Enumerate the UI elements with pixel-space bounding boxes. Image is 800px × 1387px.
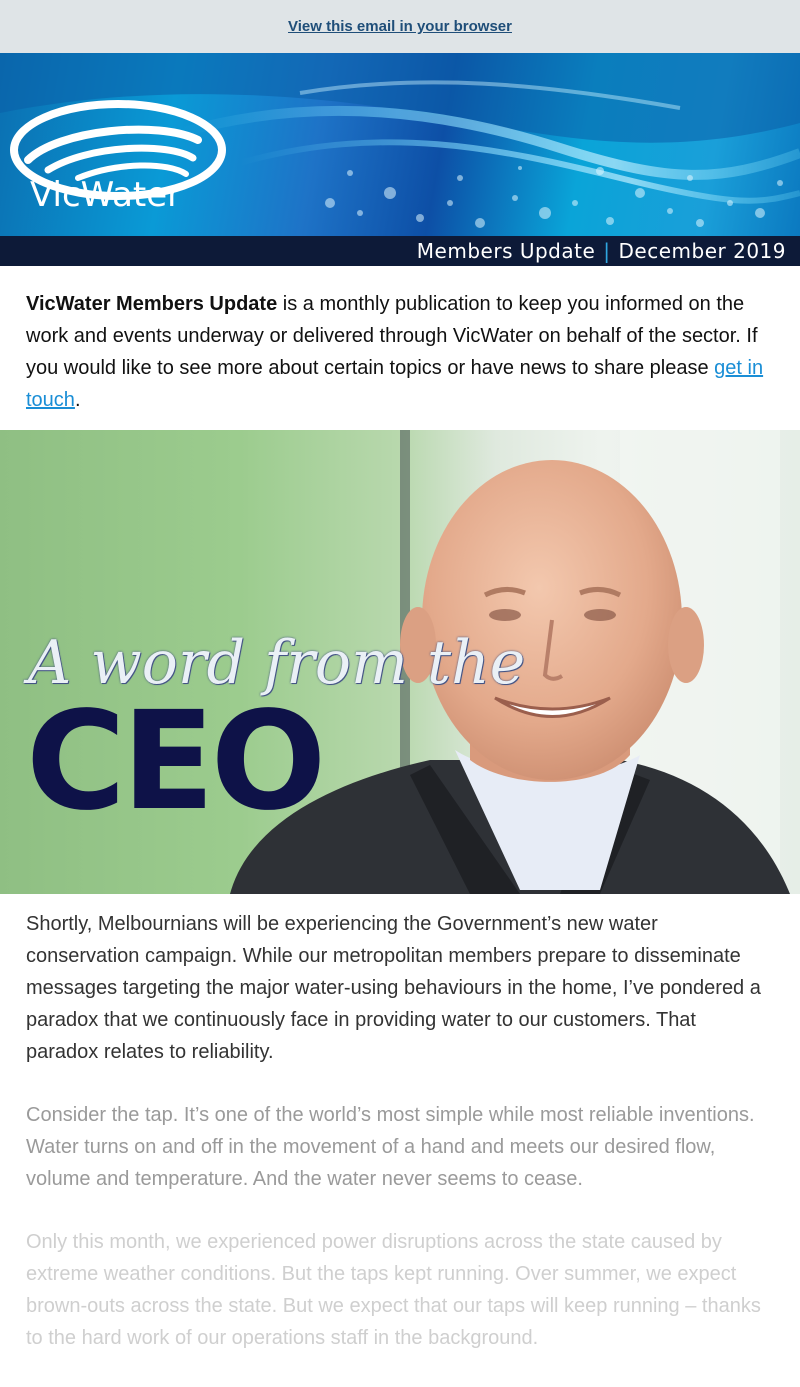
article-paragraph: Shortly, Melbournians will be experiencing the Government’s new water conservation campaign. While our metropolitan members prepare to disseminate messages targeting the major water-using behaviours in the home, I’ve pondered a paradox that we continuously face in providing water to our customers. That paradox relates to reliability. [26, 913, 761, 1063]
members-update-band [0, 236, 800, 266]
intro-text: is a monthly publication to keep you informed on the work and events underway or delivered through VicWater on behalf of the sector. If you would like to see more about certain topics or have news to share please [26, 293, 758, 379]
hero-script-text: A word from the [28, 628, 526, 698]
intro-lead: VicWater Members Update [26, 293, 278, 315]
view-in-browser-link[interactable]: View this email in your browser [288, 18, 512, 35]
intro-paragraph [0, 266, 800, 430]
article-paragraph: Consider the tap. It’s one of the world’s most simple while most reliable inventions. Water turns on and off in the movement of a hand and meets our desired flow, volume and temperature. And the water never seems to cease. [26, 1104, 755, 1190]
header-banner [0, 53, 800, 236]
hero-ceo-text: CEO [26, 683, 323, 841]
issue-date: December 2019 [618, 239, 786, 263]
brand-name: VicWater [30, 175, 182, 215]
band-separator: | [603, 239, 611, 263]
view-in-browser-bar [0, 0, 800, 53]
intro-end: . [74, 389, 81, 411]
article-paragraph: Only this month, we experienced power disruptions across the state caused by extreme weather conditions. But the taps kept running. Over summer, we expect brown-outs across the state. But we expect that our taps will keep running – thanks to the hard work of our operations staff in the background. [26, 1231, 761, 1349]
article-body [0, 894, 800, 1354]
get-in-touch-link[interactable]: get in touch [26, 357, 764, 411]
ceo-hero-image [0, 430, 800, 894]
publication-name: Members Update [416, 239, 596, 263]
